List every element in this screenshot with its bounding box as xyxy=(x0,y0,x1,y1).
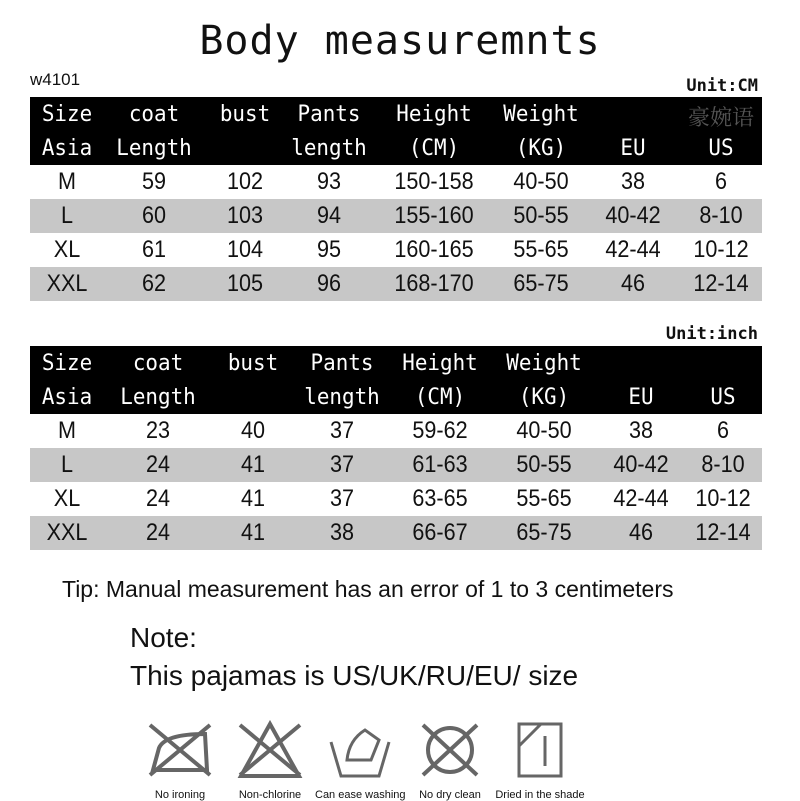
header-cell: (KG) xyxy=(518,384,570,410)
header-cell: (KG) xyxy=(515,135,567,161)
header-cell: Asia xyxy=(41,384,93,410)
header-cell: EU xyxy=(620,135,646,161)
table-row xyxy=(30,267,762,301)
product-code: w4101 xyxy=(30,70,81,89)
table-cell: 37 xyxy=(329,485,355,512)
table-cell: 65-75 xyxy=(516,519,572,546)
table-cell: 40-50 xyxy=(516,417,572,444)
watermark: 豪婉语 xyxy=(687,105,754,130)
header-cell: US xyxy=(710,384,736,410)
table-cell: 40-50 xyxy=(513,168,569,195)
header-cell: Weight xyxy=(506,350,582,376)
table-row xyxy=(30,448,762,482)
header-cell: US xyxy=(708,135,734,161)
table-cell: 37 xyxy=(329,451,355,478)
table-cell: 38 xyxy=(329,519,355,546)
care-item xyxy=(225,720,315,801)
header-cell: coat xyxy=(132,350,184,376)
non-chlorine-icon xyxy=(235,720,305,780)
header-cell: bust xyxy=(227,350,279,376)
table-cell: 6 xyxy=(714,168,728,195)
table-cell: 24 xyxy=(145,451,171,478)
header-cell: Size xyxy=(41,101,93,127)
table-cell: M xyxy=(58,417,76,444)
table-cell: 40 xyxy=(240,417,266,444)
header-cell: Length xyxy=(120,384,196,410)
table-cell: XL xyxy=(53,485,81,512)
table-cell: XL xyxy=(53,236,81,263)
header-cell: length xyxy=(291,135,367,161)
table-row xyxy=(30,233,762,267)
header-row xyxy=(30,346,762,380)
header-row xyxy=(30,131,762,165)
size-table-cm xyxy=(30,97,762,301)
table-cell: 61-63 xyxy=(412,451,468,478)
table-row xyxy=(30,482,762,516)
table-cell: 104 xyxy=(226,236,264,263)
table-cell: 24 xyxy=(145,485,171,512)
header-cell: Weight xyxy=(503,101,579,127)
no-ironing-icon xyxy=(145,720,215,780)
table-cell: 62 xyxy=(141,270,167,297)
table-cell: 37 xyxy=(329,417,355,444)
header-cell: coat xyxy=(128,101,180,127)
table-cell: 41 xyxy=(240,519,266,546)
header-cell: length xyxy=(304,384,380,410)
care-label: No dry clean xyxy=(419,789,481,801)
no-dry-clean-icon xyxy=(415,720,485,780)
care-label: Dried in the shade xyxy=(495,789,585,801)
header-cell: Pants xyxy=(297,101,361,127)
table-cell: 41 xyxy=(240,451,266,478)
header-cell: Asia xyxy=(41,135,93,161)
size-table-inch xyxy=(30,346,762,550)
table-cell: 8-10 xyxy=(701,451,745,478)
table-row xyxy=(30,165,762,199)
care-label: Can ease washing xyxy=(315,789,406,801)
table-cell: M xyxy=(58,168,76,195)
table-cell: 40-42 xyxy=(605,202,661,229)
header-cell: Pants xyxy=(310,350,374,376)
header-cell: EU xyxy=(628,384,654,410)
table-cell: 103 xyxy=(226,202,264,229)
header-cell: Height xyxy=(396,101,472,127)
table-cell: 150-158 xyxy=(394,168,474,195)
table-cell: 46 xyxy=(628,519,654,546)
table-cell: 10-12 xyxy=(695,485,751,512)
table-cell: 63-65 xyxy=(412,485,468,512)
table-cell: 50-55 xyxy=(513,202,569,229)
care-item xyxy=(135,720,225,801)
table-cell: 8-10 xyxy=(699,202,743,229)
table-cell: 59 xyxy=(141,168,167,195)
table-cell: 12-14 xyxy=(693,270,749,297)
table-cell: L xyxy=(60,202,74,229)
table-cell: L xyxy=(60,451,74,478)
dry-in-shade-icon xyxy=(505,720,575,780)
table-cell: 55-65 xyxy=(516,485,572,512)
table-cell: 168-170 xyxy=(394,270,474,297)
table-cell: 155-160 xyxy=(394,202,474,229)
table-cell: 24 xyxy=(145,519,171,546)
table-cell: 59-62 xyxy=(412,417,468,444)
table-cell: 66-67 xyxy=(412,519,468,546)
table-row xyxy=(30,199,762,233)
table-cell: 23 xyxy=(145,417,171,444)
header-cell: Height xyxy=(402,350,478,376)
header-cell: Length xyxy=(116,135,192,161)
table-cell: 95 xyxy=(316,236,342,263)
table-cell: 38 xyxy=(628,417,654,444)
table-cell: 55-65 xyxy=(513,236,569,263)
header-cell: (CM) xyxy=(414,384,466,410)
header-cell: Size xyxy=(41,350,93,376)
table-cell: 6 xyxy=(716,417,730,444)
table-header xyxy=(30,346,762,414)
header-row xyxy=(30,380,762,414)
table-cell: 10-12 xyxy=(693,236,749,263)
table-header xyxy=(30,97,762,165)
table-cell: 46 xyxy=(620,270,646,297)
note-title: Note: xyxy=(130,622,197,653)
table-cell: 105 xyxy=(226,270,264,297)
table-cell: 38 xyxy=(620,168,646,195)
care-item xyxy=(405,720,495,801)
care-item xyxy=(495,720,585,801)
unit-label-inch: Unit:inch xyxy=(665,324,758,344)
care-label: Non-chlorine xyxy=(238,789,302,801)
table-cell: 42-44 xyxy=(605,236,661,263)
table-cell: 42-44 xyxy=(613,485,669,512)
care-item xyxy=(315,720,405,801)
note-text: This pajamas is US/UK/RU/EU/ size xyxy=(130,660,579,691)
table-cell: 60 xyxy=(141,202,167,229)
table-cell: 102 xyxy=(226,168,264,195)
tip-text: Tip: Manual measurement has an error of 1 to 3 centimeters xyxy=(62,576,674,602)
table-row xyxy=(30,516,762,550)
table-cell: XXL xyxy=(46,270,88,297)
table-cell: 96 xyxy=(316,270,342,297)
table-cell: XXL xyxy=(46,519,88,546)
table-cell: 50-55 xyxy=(516,451,572,478)
header-row xyxy=(30,97,762,131)
unit-label-cm: Unit:CM xyxy=(686,76,758,96)
table-cell: 41 xyxy=(240,485,266,512)
table-cell: 93 xyxy=(316,168,342,195)
header-cell: bust xyxy=(219,101,271,127)
table-cell: 12-14 xyxy=(695,519,751,546)
table-cell: 61 xyxy=(141,236,167,263)
table-cell: 94 xyxy=(316,202,342,229)
page-title: Body measuremnts xyxy=(199,18,601,64)
table-cell: 40-42 xyxy=(613,451,669,478)
care-instructions xyxy=(135,720,585,801)
care-label: No ironing xyxy=(154,789,206,801)
table-row xyxy=(30,414,762,448)
table-cell: 160-165 xyxy=(394,236,474,263)
header-cell: (CM) xyxy=(408,135,460,161)
hand-wash-icon xyxy=(325,720,395,780)
table-cell: 65-75 xyxy=(513,270,569,297)
